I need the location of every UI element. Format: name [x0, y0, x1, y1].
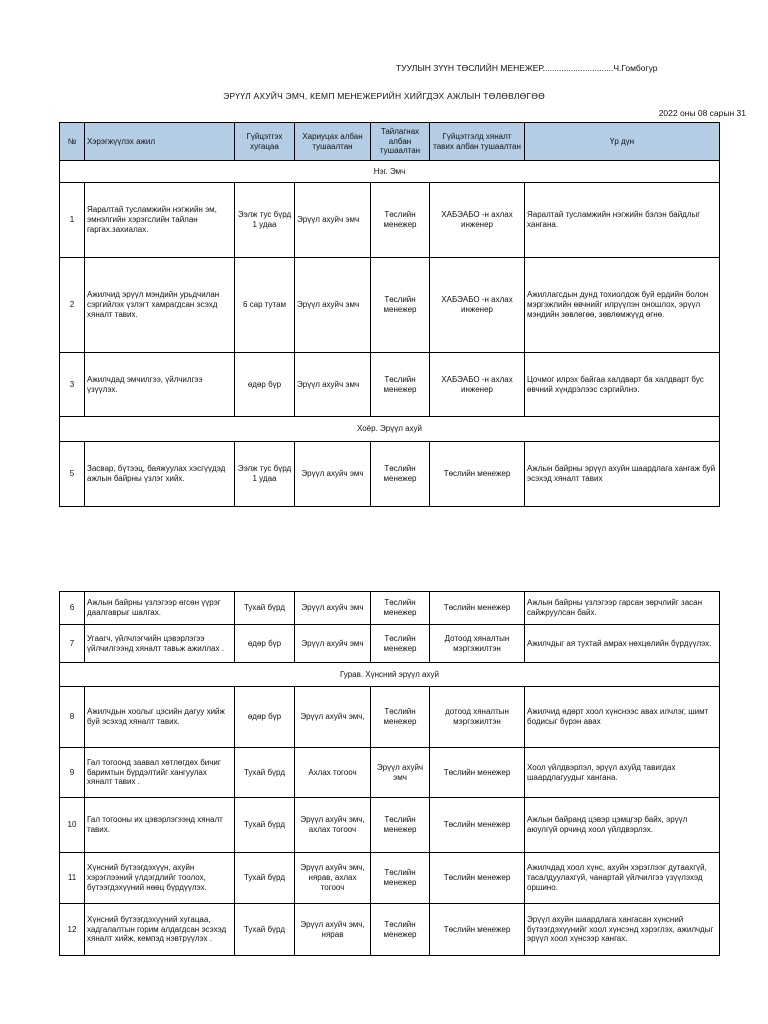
- table-header-row: [60, 123, 720, 161]
- cell-result: Ажиллагсдын дунд тохиолдож буй ердийн болон мэргэжлийн өвчнийг илрүүлэн оношлох, эрүүл мэндийн зөвлөгөө, зөвлөмжүүд өгнө.: [525, 258, 720, 353]
- table-row: [60, 625, 720, 663]
- cell-result: Ажилчид өдөрт хоол хүнснээс авах илчлэг, шимт бодисыг бүрэн авах: [525, 687, 720, 748]
- table-row: [60, 798, 720, 853]
- cell-responsible: Эрүүл ахуйч эмч: [295, 625, 371, 663]
- cell-result: Ажилчдыг ая тухтай амрах нөхцөлийн бүрдүүлэх.: [525, 625, 720, 663]
- cell-responsible: Эрүүл ахуйч эмч: [295, 183, 371, 258]
- table-row: [60, 904, 720, 956]
- cell-task: Гал тогооны их цэвэрлэгээнд хяналт тавих.: [85, 798, 235, 853]
- column-header-period: Гүйцэтгэх хугацаа: [235, 123, 295, 161]
- cell-control: Төслийн менежер: [430, 442, 525, 507]
- cell-control: Төслийн менежер: [430, 904, 525, 956]
- cell-reporting: Төслийн менежер: [371, 798, 430, 853]
- cell-period: Тухай бүрд: [235, 798, 295, 853]
- table-row: [60, 592, 720, 625]
- cell-period: өдөр бүр: [235, 353, 295, 417]
- table-row: [60, 442, 720, 507]
- cell-number: 9: [60, 748, 85, 798]
- cell-number: 11: [60, 853, 85, 904]
- cell-result: Ажлын байрны эрүүл ахуйн шаардлага хангаж буй эсэхэд хяналт тавих: [525, 442, 720, 507]
- cell-control: ХАБЭАБО -н ахлах инженер: [430, 183, 525, 258]
- cell-number: 7: [60, 625, 85, 663]
- cell-responsible: Эрүүл ахуйч эмч: [295, 353, 371, 417]
- cell-number: 12: [60, 904, 85, 956]
- plan-table-top: [59, 122, 720, 507]
- column-header-responsible: Хариуцах албан тушаалтан: [295, 123, 371, 161]
- column-header-task: Хэрэгжүүлэх ажил: [85, 123, 235, 161]
- cell-period: Тухай бүрд: [235, 904, 295, 956]
- plan-table-bottom: [59, 591, 720, 956]
- cell-task: Ажилчдад эмчилгээ, үйлчилгээ үзүүлэх.: [85, 353, 235, 417]
- cell-number: 8: [60, 687, 85, 748]
- cell-number: 5: [60, 442, 85, 507]
- table-row: [60, 687, 720, 748]
- document-title: ЭРҮҮЛ АХУЙЧ ЭМЧ, КЕМП МЕНЕЖЕРИЙН ХИЙГДЭХ АЖЛЫН ТӨЛӨВЛӨГӨӨ: [223, 91, 545, 101]
- document-date: 2022 оны 08 сарын 31: [658, 108, 746, 118]
- section-title: Гурав. Хүнсний эрүүл ахуй: [60, 663, 720, 687]
- cell-result: Ажилчдад хоол хүнс, ахуйн хэрэглээг дутаахгүй, тасалдуулахгүй, чанартай үйлчилгээ үзүүлэхэд оршино.: [525, 853, 720, 904]
- cell-result: Эрүүл ахуйн шаардлага хангасан хүнсний бүтээгдэхүүнийг хоол хүнсэнд хэрэглэх, ажилчдыг эрүүл хоол хүнсээр хангах.: [525, 904, 720, 956]
- cell-result: Яаралтай тусламжийн нэгжийн бэлэн байдлыг хангана.: [525, 183, 720, 258]
- cell-number: 2: [60, 258, 85, 353]
- section-row: [60, 161, 720, 183]
- column-header-reporting: Тайлагнах албан тушаалтан: [371, 123, 430, 161]
- cell-task: Хүнсний бүтээгдэхүүний хугацаа, хадгалалтын горим алдагдсан эсэхэд хяналт хийж, кемпэд нэвтрүүлэх .: [85, 904, 235, 956]
- table-row: [60, 853, 720, 904]
- cell-period: өдөр бүр: [235, 625, 295, 663]
- cell-reporting: Төслийн менежер: [371, 183, 430, 258]
- cell-period: Тухай бүрд: [235, 748, 295, 798]
- cell-period: өдөр бүр: [235, 687, 295, 748]
- table-row: [60, 258, 720, 353]
- cell-reporting: Төслийн менежер: [371, 687, 430, 748]
- cell-reporting: Төслийн менежер: [371, 592, 430, 625]
- section-title: Хоёр. Эрүүл ахуй: [60, 417, 720, 442]
- cell-reporting: Төслийн менежер: [371, 258, 430, 353]
- table-row: [60, 183, 720, 258]
- cell-period: Тухай бүрд: [235, 853, 295, 904]
- cell-task: Гал тогоонд заавал хөтлөгдөх бичиг баримтын бүрдэлтийг хангуулах хяналт тавих .: [85, 748, 235, 798]
- column-header-result: Үр дүн: [525, 123, 720, 161]
- cell-responsible: Эрүүл ахуйч эмч,: [295, 687, 371, 748]
- cell-reporting: Төслийн менежер: [371, 904, 430, 956]
- cell-result: Ажлын байрны үзлэгээр гарсан зөрчлийг засан сайжруулсан байх.: [525, 592, 720, 625]
- section-row: [60, 663, 720, 687]
- cell-reporting: Эрүүл ахуйч эмч: [371, 748, 430, 798]
- cell-number: 10: [60, 798, 85, 853]
- section-title: Нэг. Эмч: [60, 161, 720, 183]
- cell-control: Дотоод хяналтын мэргэжилтэн: [430, 625, 525, 663]
- column-header-number: №: [60, 123, 85, 161]
- table-row: [60, 748, 720, 798]
- cell-task: Ажилчдын хоолыг цэсийн дагуу хийж буй эсэхэд хяналт тавих.: [85, 687, 235, 748]
- cell-control: ХАБЭАБО -н ахлах инженер: [430, 258, 525, 353]
- cell-result: Хоол үйлдвэрлэл, эрүүл ахуйд тавигдах шаардлагуудыг хангана.: [525, 748, 720, 798]
- approval-line: ТУУЛЫН ЗҮҮН ТӨСЛИЙН МЕНЕЖЕР..............................Ч.Гомбогур: [396, 63, 658, 73]
- table-row: [60, 353, 720, 417]
- cell-reporting: Төслийн менежер: [371, 442, 430, 507]
- cell-reporting: Төслийн менежер: [371, 353, 430, 417]
- cell-result: Ажлын байранд цэвэр цэмцгэр байх, эрүүл аюулгүй орчинд хоол үйлдвэрлэх.: [525, 798, 720, 853]
- cell-reporting: Төслийн менежер: [371, 853, 430, 904]
- cell-task: Ажлын байрны үзлэгээр өгсөн үүрэг даалгаврыг шалгах.: [85, 592, 235, 625]
- cell-period: Ээлж тус бүрд 1 удаа: [235, 183, 295, 258]
- cell-task: Ажилчид эрүүл мэндийн урьдчилан сэргийлэх үзлэгт хамрагдсан эсэхд хяналт тавих.: [85, 258, 235, 353]
- cell-result: Цочмог илрэх байгаа халдварт ба халдварт бус өвчний хүндрэлээс сэргийлнэ.: [525, 353, 720, 417]
- cell-control: Төслийн менежер: [430, 592, 525, 625]
- cell-responsible: Эрүүл ахуйч эмч: [295, 592, 371, 625]
- cell-control: дотоод хяналтын мэргэжилтэн: [430, 687, 525, 748]
- cell-control: ХАБЭАБО -н ахлах инженер: [430, 353, 525, 417]
- cell-responsible: Эрүүл ахуйч эмч, нярав, ахлах тогооч: [295, 853, 371, 904]
- cell-task: Угаагч, үйлчлэгчийн цэвэрлэгээ үйлчилгээнд хяналт тавьж ажиллах .: [85, 625, 235, 663]
- cell-number: 6: [60, 592, 85, 625]
- cell-responsible: Эрүүл ахуйч эмч: [295, 258, 371, 353]
- cell-responsible: Эрүүл ахуйч эмч, ахлах тогооч: [295, 798, 371, 853]
- cell-number: 3: [60, 353, 85, 417]
- cell-task: Хүнсний бүтээгдэхүүн, ахуйн хэрэглээний үлдэгдлийг тоолох, бүтээгдэхүүний нөөц бүрдүүлэх.: [85, 853, 235, 904]
- section-row: [60, 417, 720, 442]
- cell-control: Төслийн менежер: [430, 853, 525, 904]
- cell-control: Төслийн менежер: [430, 748, 525, 798]
- cell-responsible: Эрүүл ахуйч эмч: [295, 442, 371, 507]
- cell-period: Ээлж тус бүрд 1 удаа: [235, 442, 295, 507]
- column-header-control: Гүйцэтгэлд хяналт тавих албан тушаалтан: [430, 123, 525, 161]
- cell-task: Яаралтай тусламжийн нэгжийн эм, эмнэлгийн хэрэгслийн тайлан гаргах.захиалах.: [85, 183, 235, 258]
- cell-period: Тухай бүрд: [235, 592, 295, 625]
- cell-reporting: Төслийн менежер: [371, 625, 430, 663]
- cell-period: 6 сар тутам: [235, 258, 295, 353]
- cell-responsible: Эрүүл ахуйч эмч, нярав: [295, 904, 371, 956]
- cell-number: 1: [60, 183, 85, 258]
- cell-control: Төслийн менежер: [430, 798, 525, 853]
- cell-responsible: Ахлах тогооч: [295, 748, 371, 798]
- cell-task: Засвар, бүтээц, баяжуулах хэсгүүдэд ажлын байрны үзлэг хийх.: [85, 442, 235, 507]
